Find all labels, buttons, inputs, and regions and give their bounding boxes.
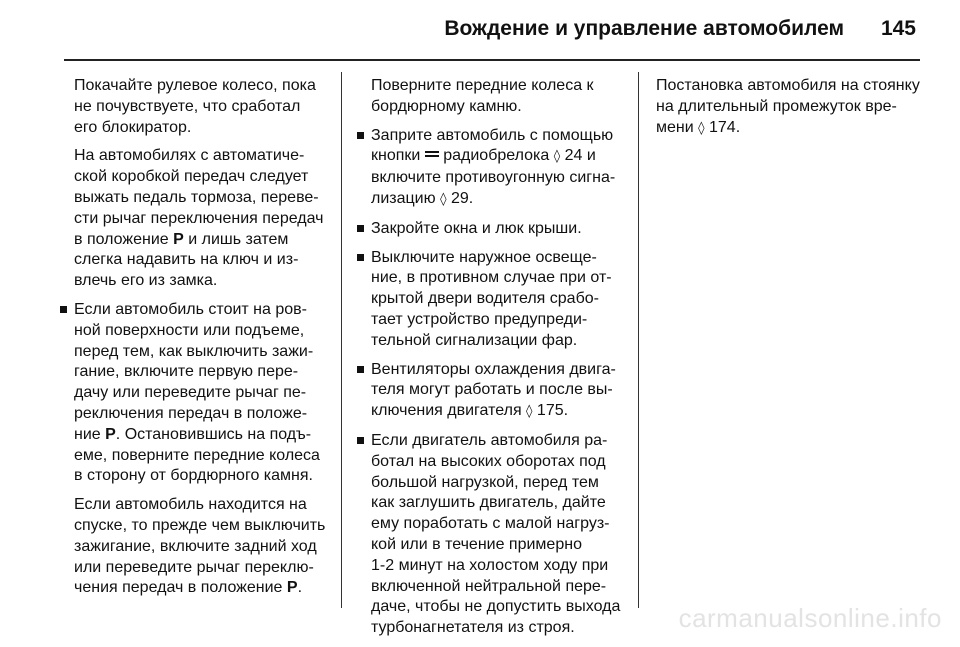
text-line: Вентиляторы охлаждения двига- bbox=[371, 360, 616, 378]
text-line: влечь его из замка. bbox=[74, 272, 218, 290]
text-fragment: 175. bbox=[532, 402, 569, 420]
page-reference-arrow-icon: ◊ bbox=[553, 149, 561, 165]
text-line: Если автомобиль стоит на ров- bbox=[74, 300, 307, 318]
text-line bbox=[371, 146, 629, 168]
text-line: Закройте окна и люк крыши. bbox=[371, 219, 582, 237]
gear-position-label: P bbox=[286, 579, 298, 597]
text-line: даче, чтобы не допустить выхода bbox=[371, 598, 621, 616]
text-line: Если двигатель автомобиля ра- bbox=[371, 431, 608, 449]
text-line bbox=[74, 230, 334, 251]
text-fragment: чения передач в положение bbox=[74, 579, 287, 597]
text-line: кой или в течение примерно bbox=[371, 535, 582, 553]
bullet-square-icon bbox=[60, 306, 67, 313]
text-line: бордюрному камню. bbox=[371, 97, 522, 115]
text-fragment: ключения двигателя bbox=[371, 402, 527, 420]
bullet-item bbox=[357, 126, 629, 211]
bullet-square-icon bbox=[357, 254, 364, 261]
text-fragment: 24 и bbox=[560, 147, 596, 165]
text-line: перед тем, как выключить зажи- bbox=[74, 342, 314, 360]
text-line: спуске, то прежде чем выключить bbox=[74, 516, 326, 534]
text-line: включенной нейтральной пере- bbox=[371, 577, 607, 595]
bullet-item bbox=[60, 300, 334, 487]
text-fragment: . Остановившись на подъ- bbox=[115, 425, 312, 443]
text-line: турбонагнетателя из строя. bbox=[371, 619, 575, 637]
page-reference-arrow-icon: ◊ bbox=[526, 404, 533, 420]
text-line: 1-2 минут на холостом ходу при bbox=[371, 556, 609, 574]
paragraph bbox=[74, 146, 334, 292]
text-line: сти рычаг переключения передач bbox=[74, 209, 324, 227]
text-line: его блокиратор. bbox=[74, 118, 192, 136]
text-fragment: кнопки bbox=[371, 147, 425, 165]
text-line: большой нагрузкой, перед тем bbox=[371, 473, 599, 491]
text-fragment: радиобрелока bbox=[438, 147, 554, 165]
bullet-item bbox=[357, 219, 629, 240]
text-line: Если автомобиль находится на bbox=[74, 496, 307, 514]
bullet-square-icon bbox=[357, 437, 364, 444]
text-line: ние, в противном случае при от- bbox=[371, 269, 612, 287]
bullet-square-icon bbox=[357, 225, 364, 232]
page-number: 145 bbox=[880, 17, 916, 40]
text-fragment: 29. bbox=[446, 189, 474, 207]
text-fragment: . bbox=[297, 579, 303, 597]
text-line: включите противоугонную сигна- bbox=[371, 169, 616, 187]
gear-position-label: P bbox=[173, 230, 184, 248]
text-line: ской коробкой передач следует bbox=[74, 168, 309, 186]
text-fragment: мени bbox=[656, 118, 699, 136]
text-line: крытой двери водителя срабо- bbox=[371, 290, 599, 308]
text-line: Постановка автомобиля на стоянку bbox=[656, 77, 920, 94]
text-line: тает устройство предупреди- bbox=[371, 310, 588, 328]
text-line: ной поверхности или подъеме, bbox=[74, 321, 305, 339]
text-line: реключения передач в положе- bbox=[74, 404, 308, 422]
paragraph bbox=[371, 76, 629, 118]
text-line: Заприте автомобиль с помощью bbox=[371, 126, 614, 144]
text-line: в сторону от бордюрного камня. bbox=[74, 467, 313, 485]
text-line: Покачайте рулевое колесо, пока bbox=[74, 77, 316, 94]
header-divider bbox=[64, 59, 920, 61]
column-divider-1 bbox=[341, 72, 342, 608]
text-fragment: и лишь затем bbox=[183, 230, 289, 248]
page-title: Вождение и управление автомобилем bbox=[444, 17, 844, 40]
text-line: ботал на высоких оборотах под bbox=[371, 452, 606, 470]
text-fragment: ние bbox=[74, 425, 106, 443]
watermark: carmanualsonline.info bbox=[678, 603, 942, 633]
text-line bbox=[656, 118, 936, 140]
paragraph bbox=[74, 495, 334, 599]
text-line bbox=[371, 189, 629, 211]
paragraph bbox=[74, 76, 334, 138]
text-fragment: в положение bbox=[74, 230, 174, 248]
column-2 bbox=[357, 76, 629, 647]
bullet-item bbox=[357, 431, 629, 639]
text-line: Поверните передние колеса к bbox=[371, 77, 594, 94]
bullet-square-icon bbox=[357, 132, 364, 139]
text-line bbox=[74, 578, 334, 599]
gear-position-label: P bbox=[105, 425, 116, 443]
text-line: теля могут работать и после вы- bbox=[371, 381, 613, 399]
column-1 bbox=[60, 76, 334, 607]
text-line: или переведите рычаг переклю- bbox=[74, 558, 314, 576]
page-reference-arrow-icon: ◊ bbox=[698, 120, 705, 136]
text-line: дачу или переведите рычаг пе- bbox=[74, 384, 307, 402]
bullet-item bbox=[357, 360, 629, 423]
text-line bbox=[74, 425, 334, 446]
text-line: еме, поверните передние колеса bbox=[74, 446, 320, 464]
text-line: на длительный промежуток вре- bbox=[656, 97, 897, 115]
page-reference-arrow-icon: ◊ bbox=[440, 191, 447, 207]
text-line: зажигание, включите задний ход bbox=[74, 537, 317, 555]
bullet-item bbox=[357, 248, 629, 352]
text-line: не почувствуете, что сработал bbox=[74, 97, 301, 115]
bullet-square-icon bbox=[357, 366, 364, 373]
text-line: как заглушить двигатель, дайте bbox=[371, 494, 606, 512]
page-header bbox=[0, 0, 960, 60]
paragraph bbox=[656, 76, 936, 139]
column-divider-2 bbox=[638, 72, 639, 608]
text-line: Выключите наружное освеще- bbox=[371, 248, 597, 266]
column-3 bbox=[656, 76, 936, 139]
text-fragment: лизацию bbox=[371, 189, 441, 207]
text-line bbox=[371, 401, 629, 423]
text-line: выжать педаль тормоза, переве- bbox=[74, 188, 319, 206]
text-line: гание, включите первую пере- bbox=[74, 363, 299, 381]
text-line: ему поработать с малой нагруз- bbox=[371, 515, 610, 533]
text-line: слегка надавить на ключ и из- bbox=[74, 251, 299, 269]
text-line: тельной сигнализации фар. bbox=[371, 331, 578, 349]
text-fragment: 174. bbox=[704, 118, 741, 136]
text-line: На автомобилях с автоматиче- bbox=[74, 147, 305, 165]
lock-button-icon bbox=[425, 147, 439, 164]
